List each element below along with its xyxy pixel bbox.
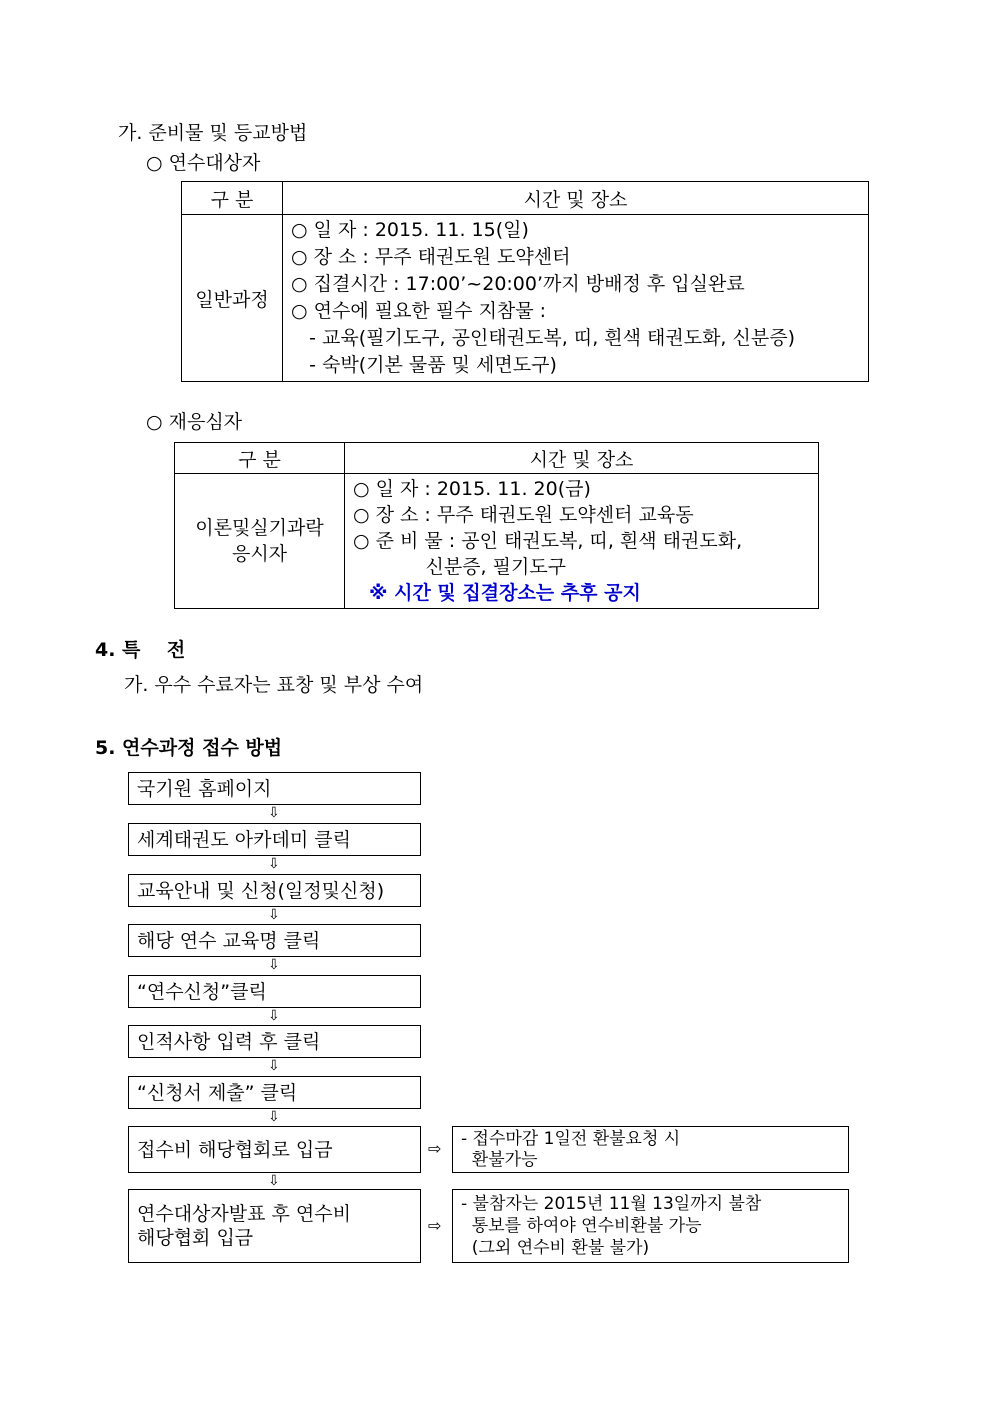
step-label: 접수비 해당협회로 입금 <box>137 1138 333 1161</box>
table2-category-line2: 응시자 <box>231 543 288 565</box>
step-box <box>128 1076 421 1109</box>
section4-title: 4. 특 전 <box>95 639 186 661</box>
step-label: 해당협회 입금 <box>137 1227 254 1249</box>
table2-header-category: 구 분 <box>175 443 345 474</box>
right-arrow-icon: ⇨ <box>428 1139 442 1158</box>
table1-line: ○ 장 소 : 무주 태권도원 도약센터 <box>291 246 571 268</box>
step-box <box>128 823 421 856</box>
table2-details <box>345 474 819 609</box>
table1-details <box>283 215 869 382</box>
subheading-trainees: ○ 연수대상자 <box>146 152 261 174</box>
note-line: 통보를 하여야 연수비환불 가능 <box>461 1216 702 1236</box>
step-box <box>128 975 421 1008</box>
step-box <box>128 1126 421 1173</box>
step-box <box>128 874 421 907</box>
step-box <box>128 924 421 957</box>
step-label: 국기원 홈페이지 <box>137 777 272 800</box>
subheading-retest: ○ 재응심자 <box>146 411 243 433</box>
down-arrow-icon: ⇩ <box>268 805 280 821</box>
down-arrow-icon: ⇩ <box>268 1173 280 1189</box>
table2-notice: ※ 시간 및 집결장소는 추후 공지 <box>369 582 641 604</box>
note-line: 환불가능 <box>461 1149 538 1170</box>
down-arrow-icon: ⇩ <box>268 907 280 923</box>
table2-category <box>175 474 345 609</box>
table1-line: - 교육(필기도구, 공인태권도복, 띠, 흰색 태권도화, 신분증) <box>291 327 795 349</box>
step-label: 해당 연수 교육명 클릭 <box>137 929 321 952</box>
step-box <box>128 772 421 805</box>
trainee-schedule-table <box>181 181 869 382</box>
step-label: 세계태권도 아카데미 클릭 <box>137 828 351 851</box>
step-label: 연수대상자발표 후 연수비 <box>137 1203 351 1225</box>
section-ga-title: 가. 준비물 및 등교방법 <box>118 122 308 144</box>
step-label: “신청서 제출” 클릭 <box>137 1081 298 1104</box>
table2-header-time-place: 시간 및 장소 <box>345 443 819 474</box>
down-arrow-icon: ⇩ <box>268 856 280 872</box>
table2-line: ○ 일 자 : 2015. 11. 20(금) <box>353 478 591 500</box>
table1-header-category: 구 분 <box>182 182 283 215</box>
right-arrow-icon: ⇨ <box>428 1216 442 1235</box>
absence-note-box <box>452 1189 849 1263</box>
table2-line: ○ 장 소 : 무주 태권도원 도약센터 교육동 <box>353 504 694 526</box>
step-box <box>128 1189 421 1263</box>
table1-line: - 숙박(기본 물품 및 세면도구) <box>291 354 557 376</box>
section4-item: 가. 우수 수료자는 표창 및 부상 수여 <box>124 674 424 696</box>
step-label: 인적사항 입력 후 클릭 <box>137 1030 321 1053</box>
table1-line: ○ 집결시간 : 17:00’~20:00’까지 방배정 후 입실완료 <box>291 273 745 295</box>
section5-title: 5. 연수과정 접수 방법 <box>95 737 283 759</box>
step-label: 교육안내 및 신청(일정및신청) <box>137 879 385 902</box>
step-label: “연수신청”클릭 <box>137 980 267 1003</box>
table2-category-line1: 이론및실기과락 <box>195 517 324 539</box>
down-arrow-icon: ⇩ <box>268 1058 280 1074</box>
step-box <box>128 1025 421 1058</box>
down-arrow-icon: ⇩ <box>268 957 280 973</box>
note-line: - 불참자는 2015년 11월 13일까지 불참 <box>461 1194 762 1214</box>
table1-category: 일반과정 <box>182 215 283 382</box>
refund-note-box <box>452 1126 849 1173</box>
note-line: - 접수마감 1일전 환불요청 시 <box>461 1128 681 1149</box>
table2-line: ○ 준 비 물 : 공인 태권도복, 띠, 흰색 태권도화, <box>353 530 743 552</box>
retest-schedule-table <box>174 442 819 609</box>
table1-line: ○ 일 자 : 2015. 11. 15(일) <box>291 219 529 241</box>
table2-line: 신분증, 필기도구 <box>353 556 567 578</box>
note-line: (그외 연수비 환불 불가) <box>461 1238 650 1258</box>
table1-line: ○ 연수에 필요한 필수 지참물 : <box>291 300 547 322</box>
down-arrow-icon: ⇩ <box>268 1109 280 1125</box>
down-arrow-icon: ⇩ <box>268 1008 280 1024</box>
table1-header-time-place: 시간 및 장소 <box>283 182 869 215</box>
